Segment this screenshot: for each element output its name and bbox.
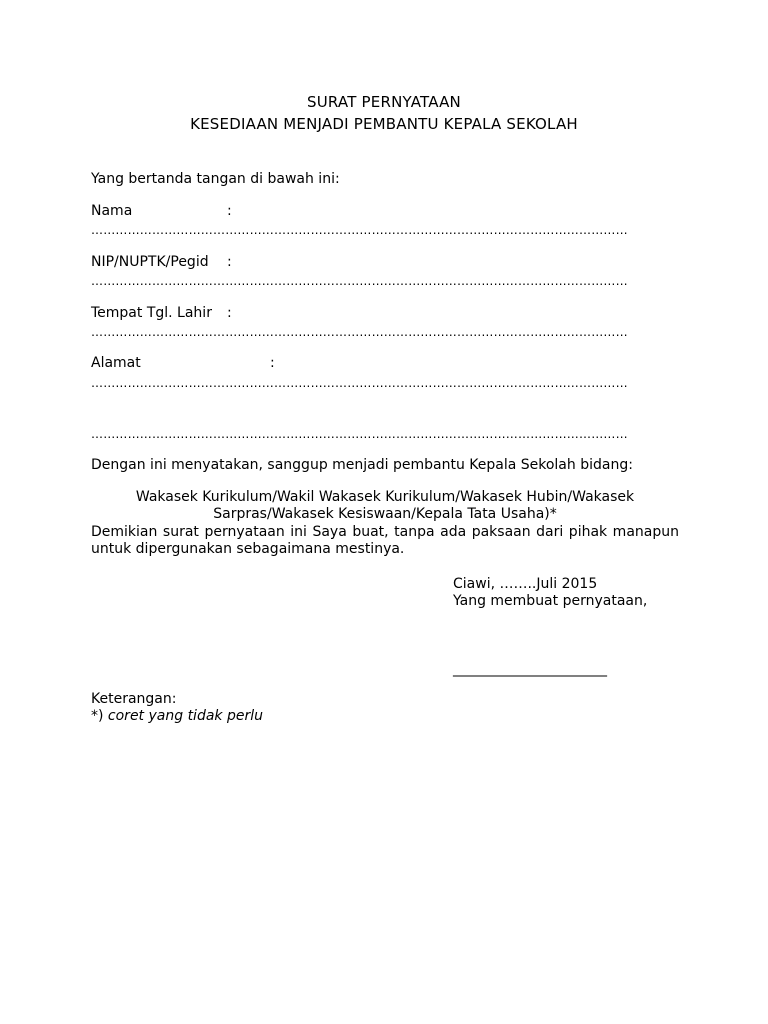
field-label-ttl: Tempat Tgl. Lahir [91, 305, 212, 321]
field-label-nip: NIP/NUPTK/Pegid [91, 254, 209, 270]
dotted-line-alamat-1: …………………………………………………………………………………………………………………… [91, 376, 628, 390]
note-heading: Keterangan: [91, 691, 177, 707]
statement-text: Dengan ini menyatakan, sanggup menjadi pembantu Kepala Sekolah bidang: [91, 457, 633, 473]
field-label-nama: Nama [91, 203, 133, 219]
dotted-line-nip: …………………………………………………………………………………………………………………… [91, 274, 628, 288]
dotted-line-alamat-2: …………………………………………………………………………………………………………………… [91, 427, 628, 441]
document-subtitle: KESEDIAAN MENJADI PEMBANTU KEPALA SEKOLAH [190, 115, 578, 133]
field-colon-nip: : [227, 254, 232, 270]
dotted-line-nama: …………………………………………………………………………………………………………………… [91, 223, 628, 237]
note-text: coret yang tidak perlu [103, 708, 263, 724]
field-colon-nama: : [227, 203, 232, 219]
document-title: SURAT PERNYATAAN [307, 93, 461, 111]
field-colon-alamat: : [270, 355, 275, 371]
closing-paragraph: Demikian surat pernyataan ini Saya buat, tanpa ada paksaan dari pihak manapun untuk dipergunakan sebagaimana mestinya. [91, 524, 679, 557]
signature-line: ______________________ [453, 661, 607, 677]
field-label-alamat: Alamat [91, 355, 141, 371]
note-line [91, 708, 263, 725]
dotted-line-ttl: …………………………………………………………………………………………………………………… [91, 325, 628, 339]
signer-label: Yang membuat pernyataan, [453, 593, 648, 609]
options-line-2: Sarpras/Wakasek Kesiswaan/Kepala Tata Usaha)* [213, 506, 557, 522]
field-colon-ttl: : [227, 305, 232, 321]
options-line-1: Wakasek Kurikulum/Wakil Wakasek Kurikulum/Wakasek Hubin/Wakasek [135, 489, 635, 505]
intro-text: Yang bertanda tangan di bawah ini: [91, 171, 340, 187]
note-marker: *) [91, 708, 104, 724]
place-date: Ciawi, ……..Juli 2015 [453, 576, 598, 592]
